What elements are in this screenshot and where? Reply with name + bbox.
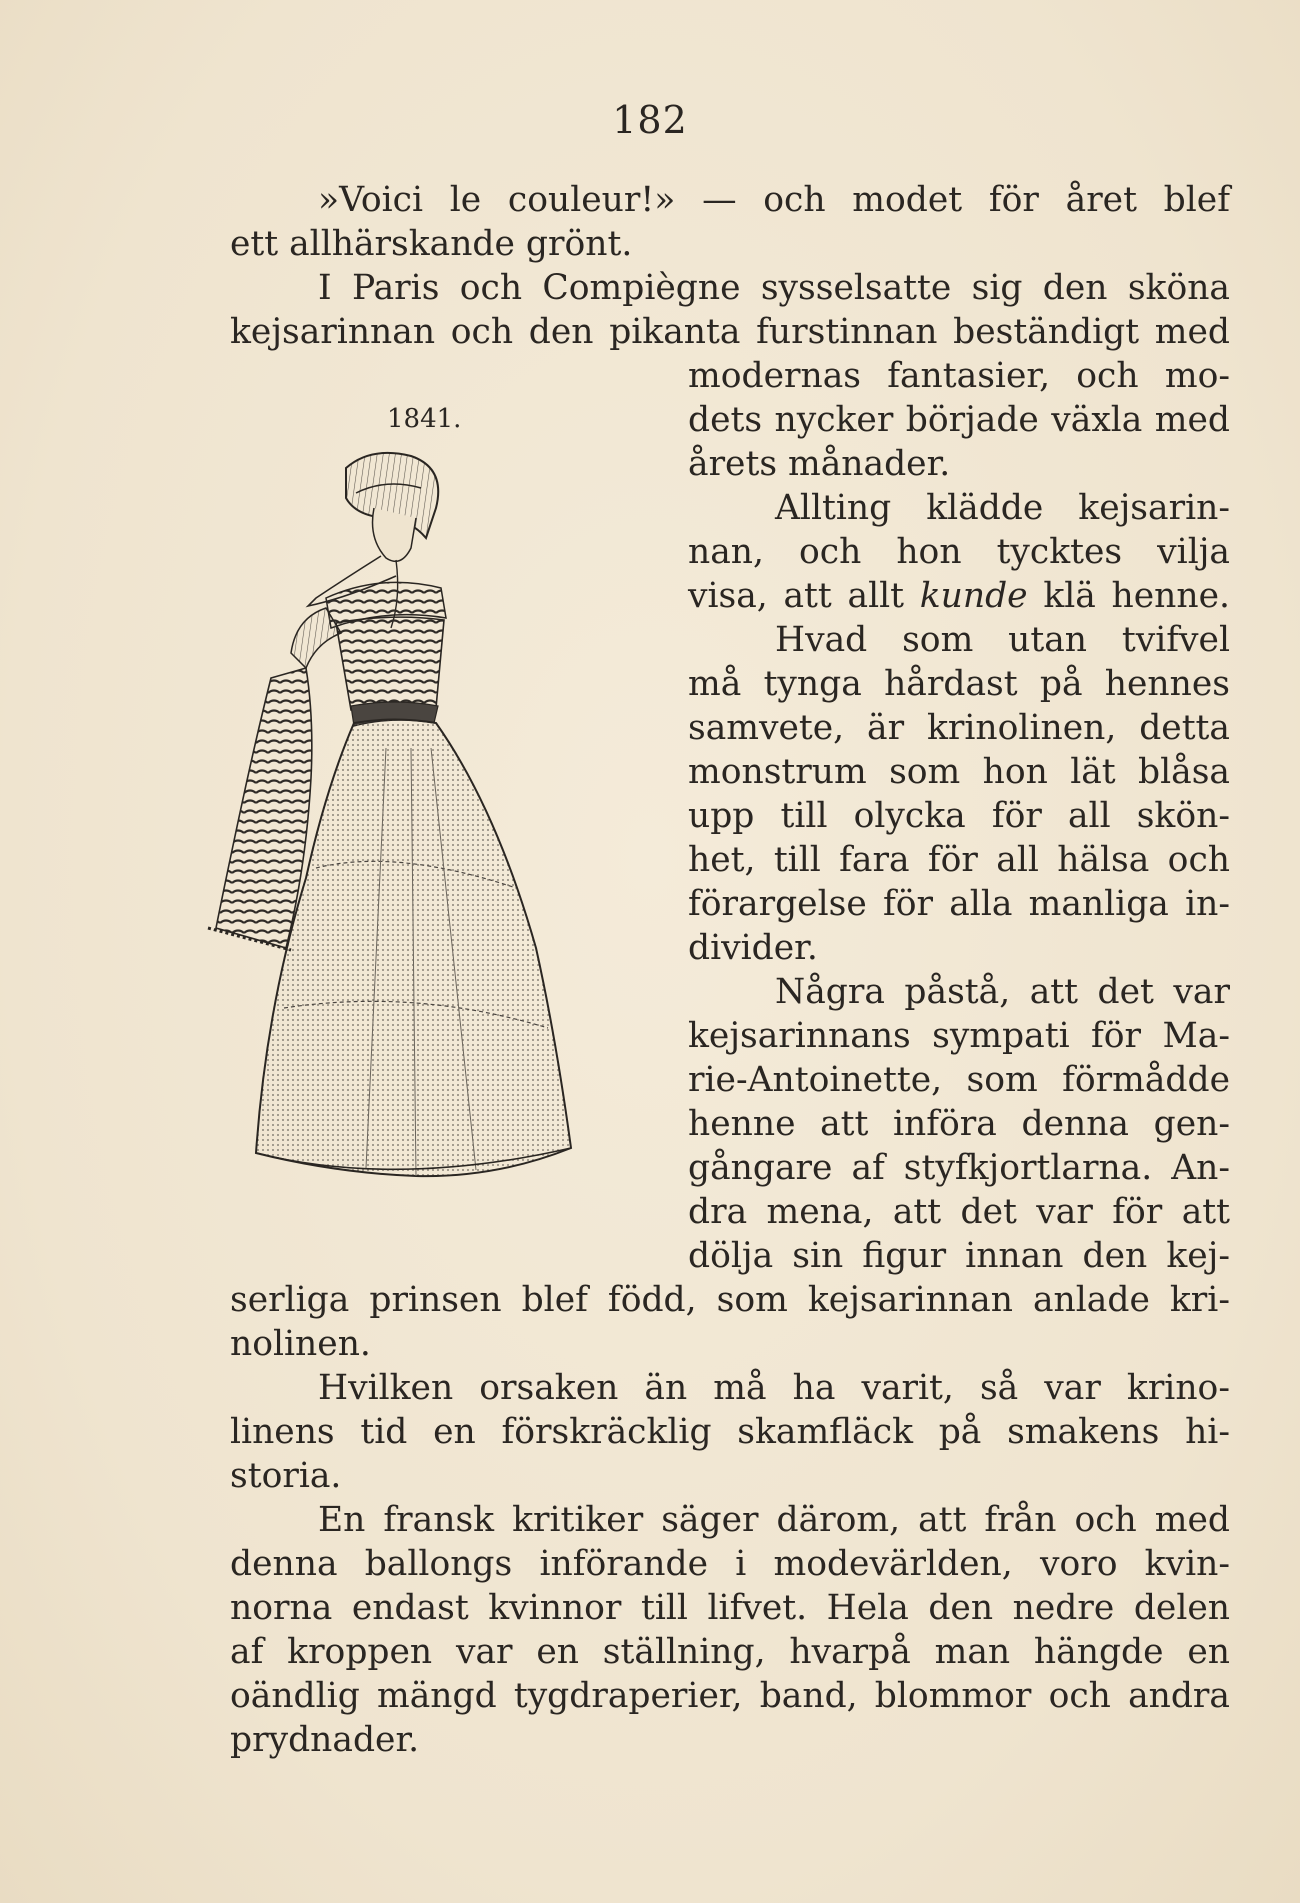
text-line: prydnader. bbox=[230, 1720, 420, 1760]
text-line: linens tid en förskräcklig skamfläck på smakens hi- bbox=[230, 1412, 1230, 1452]
figure-year-caption: 1841. bbox=[387, 404, 462, 434]
text-segment: klä henne. bbox=[1027, 576, 1231, 616]
text-line: ett allhärskande grönt. bbox=[230, 224, 633, 264]
text-line: storia. bbox=[230, 1456, 342, 1496]
text-segment: visa, att allt bbox=[688, 576, 920, 616]
text-line: af kroppen var en ställning, hvarpå man hängde en bbox=[230, 1632, 1230, 1672]
text-line: monstrum som hon lät blåsa bbox=[688, 752, 1230, 792]
text-line: serliga prinsen blef född, som kejsarinnan anlade kri- bbox=[230, 1280, 1230, 1320]
text-line: rie-Antoinette, som förmådde bbox=[688, 1060, 1230, 1100]
text-line: norna endast kvinnor till lifvet. Hela den nedre delen bbox=[230, 1588, 1230, 1628]
text-line: »Voici le couleur!» — och modet för året blef bbox=[318, 180, 1230, 220]
text-line: Hvilken orsaken än må ha varit, så var krino- bbox=[318, 1368, 1230, 1408]
text-line: Hvad som utan tvifvel bbox=[775, 620, 1230, 660]
text-line: I Paris och Compiègne sysselsatte sig den sköna bbox=[318, 268, 1230, 308]
text-line: må tynga hårdast på hennes bbox=[688, 664, 1230, 704]
text-line: upp till olycka för all skön- bbox=[688, 796, 1230, 836]
text-line: henne att införa denna gen- bbox=[688, 1104, 1230, 1144]
text-line: Allting klädde kejsarin- bbox=[775, 488, 1230, 528]
fashion-illustration bbox=[196, 448, 666, 1248]
text-line: En fransk kritiker säger därom, att från och med bbox=[318, 1500, 1230, 1540]
text-line: modernas fantasier, och mo- bbox=[688, 356, 1230, 396]
text-line bbox=[688, 574, 1230, 618]
text-line: Några påstå, att det var bbox=[775, 972, 1230, 1012]
text-line: gångare af styfkjortlarna. An- bbox=[688, 1148, 1230, 1188]
text-line: kejsarinnans sympati för Ma- bbox=[688, 1016, 1230, 1056]
text-line: förargelse för alla manliga in- bbox=[688, 884, 1230, 924]
text-line: dra mena, att det var för att bbox=[688, 1192, 1230, 1232]
emphasized-word: kunde bbox=[919, 576, 1028, 616]
text-line: samvete, är krinolinen, detta bbox=[688, 708, 1230, 748]
text-line: kejsarinnan och den pikanta furstinnan beständigt med bbox=[230, 312, 1230, 352]
text-line: årets månader. bbox=[688, 444, 951, 484]
text-line: het, till fara för all hälsa och bbox=[688, 840, 1230, 880]
text-line: nan, och hon tycktes vilja bbox=[688, 532, 1230, 572]
text-line: dets nycker började växla med bbox=[688, 400, 1230, 440]
text-line: divider. bbox=[688, 928, 818, 968]
text-line: dölja sin figur innan den kej- bbox=[688, 1236, 1230, 1276]
text-line: oändlig mängd tygdraperier, band, blommor och andra bbox=[230, 1676, 1230, 1716]
text-line: denna ballongs införande i modevärlden, voro kvin- bbox=[230, 1544, 1230, 1584]
page-number: 182 bbox=[612, 98, 688, 142]
dress-engraving bbox=[196, 448, 666, 1248]
text-line: nolinen. bbox=[230, 1324, 371, 1364]
